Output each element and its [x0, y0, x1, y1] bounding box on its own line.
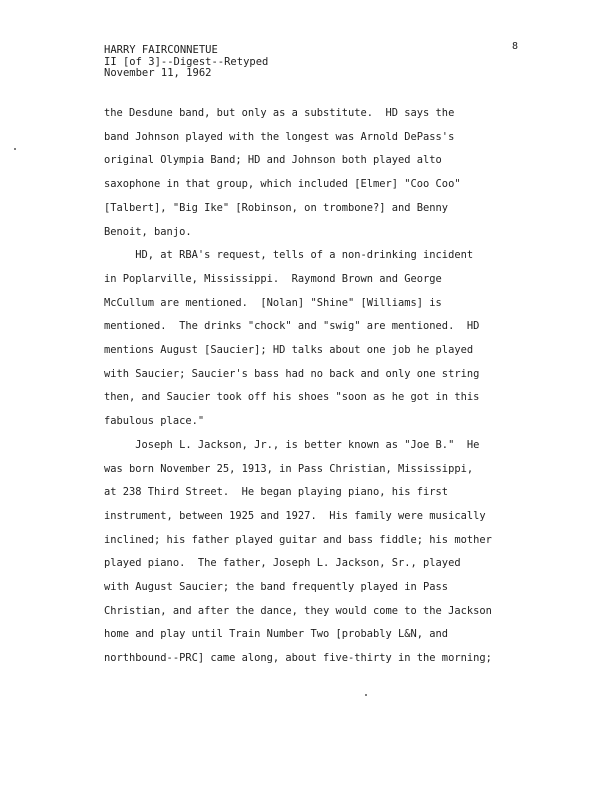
page-header [104, 45, 268, 80]
text-line: Joseph L. Jackson, Jr., is better known as "Joe B." He [104, 438, 480, 451]
text-line: was born November 25, 1913, in Pass Christian, Mississippi, [104, 462, 474, 475]
text-line: Benoit, banjo. [104, 225, 192, 238]
text-line: original Olympia Band; HD and Johnson both played alto [104, 154, 442, 167]
text-line: [Talbert], "Big Ike" [Robinson, on trombone?] and Benny [104, 201, 449, 214]
text-line: home and play until Train Number Two [probably L&N, and [104, 628, 449, 641]
text-line: at 238 Third Street. He began playing piano, his first [104, 486, 449, 499]
text-line: mentioned. The drinks "chock" and "swig" are mentioned. HD [104, 320, 480, 333]
page-number: 8 [512, 41, 519, 52]
text-line: in Poplarville, Mississippi. Raymond Brown and George [104, 272, 442, 285]
header-name: HARRY FAIRCONNETUE [104, 44, 218, 56]
text-line: played piano. The father, Joseph L. Jackson, Sr., played [104, 557, 461, 570]
text-line: northbound--PRC] came along, about five-thirty in the morning; [104, 652, 492, 665]
text-line: with August Saucier; the band frequently played in Pass [104, 581, 449, 594]
text-line: HD, at RBA's request, tells of a non-drinking incident [104, 249, 474, 262]
text-line: instrument, between 1925 and 1927. His family were musically [104, 509, 486, 522]
header-date: November 11, 1962 [104, 67, 212, 79]
header-reel-info: II [of 3]--Digest--Retyped [104, 55, 269, 68]
text-line: saxophone in that group, which included [Elmer] "Coo Coo" [104, 178, 461, 191]
text-line: the Desdune band, but only as a substitute. HD says the [104, 107, 455, 119]
scan-speck [365, 694, 367, 696]
text-line: mentions August [Saucier]; HD talks about one job he played [104, 344, 474, 357]
text-line: band Johnson played with the longest was Arnold DePass's [104, 130, 455, 143]
text-line: fabulous place." [104, 415, 205, 428]
text-line: inclined; his father played guitar and bass fiddle; his mother [104, 533, 492, 546]
text-line: with Saucier; Saucier's bass had no back and only one string [104, 367, 480, 380]
text-line: McCullum are mentioned. [Nolan] "Shine" [Williams] is [104, 296, 442, 309]
scan-speck [14, 148, 16, 150]
text-line: Christian, and after the dance, they would come to the Jackson [104, 604, 492, 617]
digest-body [104, 102, 492, 671]
text-line: then, and Saucier took off his shoes "soon as he got in this [104, 391, 480, 404]
